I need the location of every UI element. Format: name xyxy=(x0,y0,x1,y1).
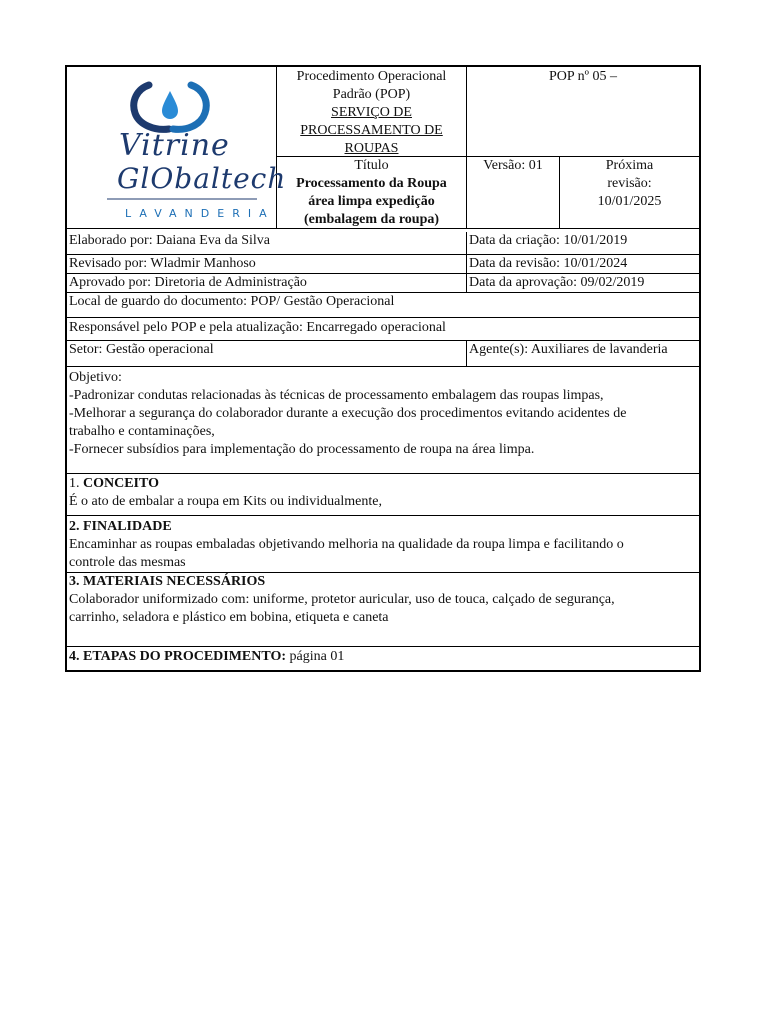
next-revision-line1: Próxima xyxy=(605,158,654,173)
local-row xyxy=(67,293,699,318)
procedure-title-cell xyxy=(277,67,466,157)
objetivo-line1: -Padronizar condutas relacionadas às técnicas de processamento embalagem das roupas limpas, xyxy=(69,388,604,403)
conceito-text: É o ato de embalar a roupa em Kits ou individualmente, xyxy=(69,494,382,509)
next-revision-cell xyxy=(560,157,699,228)
conceito-title: CONCEITO xyxy=(83,476,159,491)
finalidade-line1: Encaminhar as roupas embaladas objetivando melhoria na qualidade da roupa limpa e facilitando o xyxy=(69,537,624,552)
materiais-line1: Colaborador uniformizado com: uniforme, protetor auricular, uso de touca, calçado de segurança, xyxy=(69,592,615,607)
objetivo-line2: -Melhorar a segurança do colaborador durante a execução dos procedimentos evitando acidentes de xyxy=(69,406,627,421)
titulo-line2: área limpa expedição xyxy=(308,194,435,209)
service-line2: PROCESSAMENTO DE xyxy=(300,123,443,138)
responsavel-pop: Responsável pelo POP e pela atualização: Encarregado operacional xyxy=(69,320,446,335)
service-line1: SERVIÇO DE xyxy=(331,105,412,120)
header-right-column xyxy=(467,67,699,228)
version-text: Versão: 01 xyxy=(483,158,543,173)
conceito-section xyxy=(67,474,699,516)
next-revision-date: 10/01/2025 xyxy=(597,194,662,209)
local-documento: Local de guardo do documento: POP/ Gestão Operacional xyxy=(69,294,395,309)
document-header xyxy=(67,67,699,229)
finalidade-section xyxy=(67,516,699,573)
aprovado-por: Aprovado por: Diretoria de Administração xyxy=(67,274,467,292)
data-aprovacao: Data da aprovação: 09/02/2019 xyxy=(469,275,645,290)
setor: Setor: Gestão operacional xyxy=(67,341,467,366)
logo-wordmark-globaltech: GlObaltech xyxy=(117,162,287,195)
next-revision-line2: revisão: xyxy=(607,176,652,191)
aprovado-row xyxy=(67,274,699,293)
data-revisao: Data da revisão: 10/01/2024 xyxy=(469,256,628,271)
objetivo-line4: -Fornecer subsídios para implementação do processamento de roupa na área limpa. xyxy=(69,442,535,457)
elaborado-row xyxy=(67,229,699,255)
data-criacao: Data da criação: 10/01/2019 xyxy=(469,233,628,248)
materiais-section xyxy=(67,573,699,647)
procedure-title-line2: Padrão (POP) xyxy=(332,87,411,102)
materiais-line2: carrinho, seladora e plástico em bobina, etiqueta e caneta xyxy=(69,610,389,625)
etapas-page: página 01 xyxy=(286,649,345,664)
setor-row xyxy=(67,341,699,367)
titulo-line1: Processamento da Roupa xyxy=(296,176,447,191)
pop-document xyxy=(65,65,701,672)
logo-wordmark-vitrine: Vitrine xyxy=(119,128,230,163)
elaborado-por: Elaborado por: Daiana Eva da Silva xyxy=(67,232,467,254)
logo-wordmark-lavanderia: LAVANDERIA xyxy=(125,207,275,220)
materiais-title: 3. MATERIAIS NECESSÁRIOS xyxy=(69,574,266,589)
objetivo-line3: trabalho e contaminações, xyxy=(69,424,215,439)
service-line3: ROUPAS xyxy=(344,141,399,156)
titulo-line3: (embalagem da roupa) xyxy=(303,212,440,227)
version-row xyxy=(467,157,699,228)
responsavel-row xyxy=(67,318,699,341)
agentes: Agente(s): Auxiliares de lavanderia xyxy=(469,342,668,357)
procedure-title-line1: Procedimento Operacional xyxy=(296,69,447,84)
etapas-section xyxy=(67,647,699,670)
titulo-label: Título xyxy=(354,158,389,173)
revisado-row xyxy=(67,255,699,274)
finalidade-line2: controle das mesmas xyxy=(69,555,186,570)
revisado-por: Revisado por: Wladmir Manhoso xyxy=(67,255,467,273)
header-middle-column xyxy=(277,67,467,228)
objetivo-label: Objetivo: xyxy=(69,370,122,385)
pop-number: POP nº 05 – xyxy=(548,69,617,84)
version-cell xyxy=(467,157,560,228)
pop-number-cell xyxy=(467,67,699,157)
finalidade-title: 2. FINALIDADE xyxy=(69,519,172,534)
objetivo-section xyxy=(67,367,699,474)
etapas-title: 4. ETAPAS DO PROCEDIMENTO: xyxy=(69,649,287,664)
company-logo xyxy=(67,67,287,228)
conceito-number: 1. xyxy=(69,476,83,491)
titulo-cell xyxy=(277,157,466,229)
